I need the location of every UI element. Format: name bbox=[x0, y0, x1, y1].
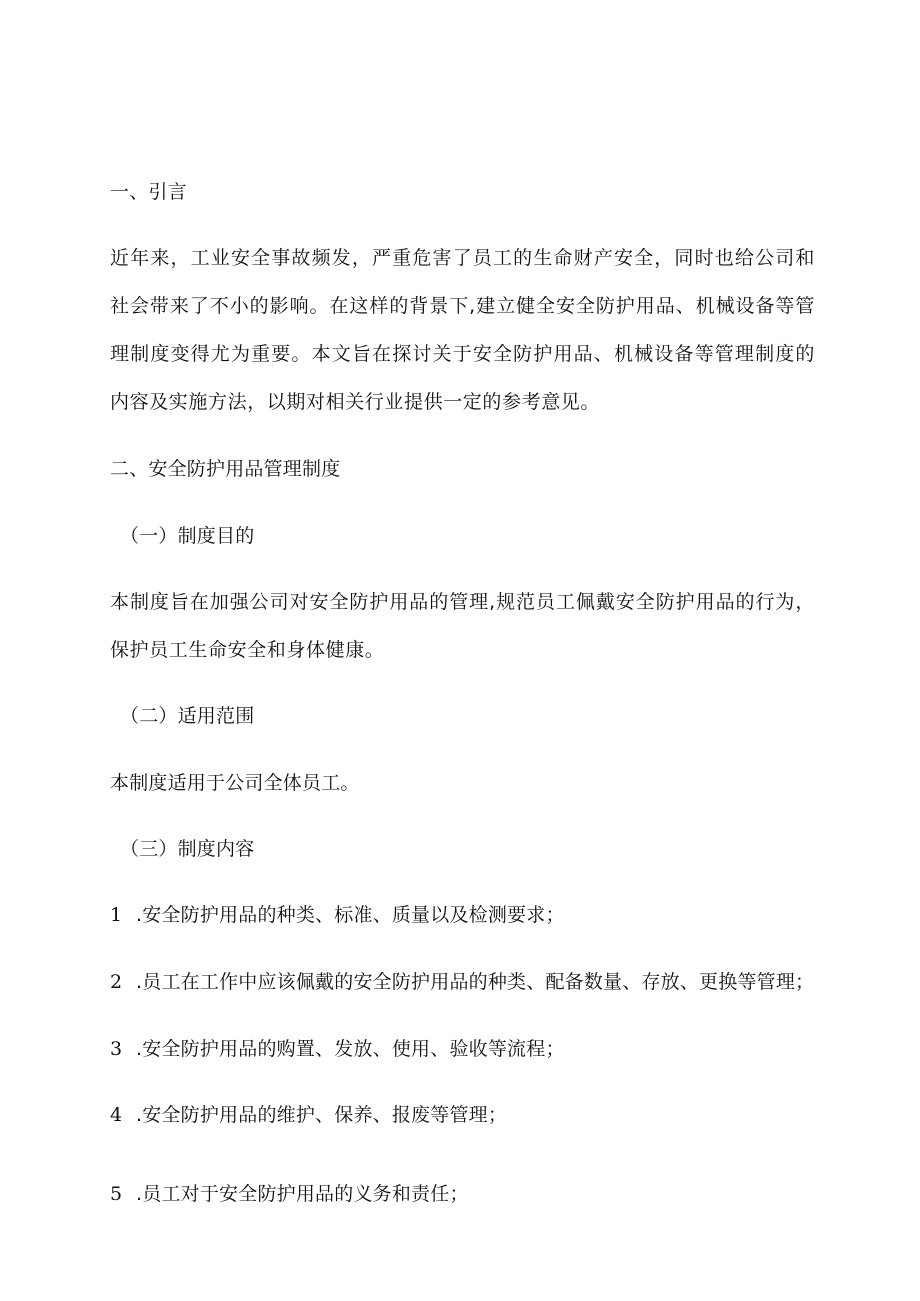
list-item-text: .安全防护用品的购置、发放、使用、验收等流程； bbox=[136, 1038, 565, 1060]
list-item-text: .安全防护用品的种类、标准、质量以及检测要求； bbox=[136, 904, 565, 926]
scope-paragraph: 本制度适用于公司全体员工。 bbox=[110, 772, 360, 794]
list-item bbox=[110, 903, 565, 927]
subsection-heading-purpose: （一）制度目的 bbox=[120, 525, 255, 547]
list-item bbox=[110, 1182, 469, 1206]
list-item-number: 2 bbox=[110, 971, 123, 993]
list-item bbox=[110, 1103, 507, 1127]
section-heading-ppe-management: 二、安全防护用品管理制度 bbox=[110, 458, 341, 480]
list-item-text: .员工对于安全防护用品的义务和责任； bbox=[136, 1183, 469, 1205]
section-heading-introduction: 一、引言 bbox=[110, 181, 187, 203]
list-item bbox=[110, 1037, 565, 1061]
list-item-text: .员工在工作中应该佩戴的安全防护用品的种类、配备数量、存放、更换等管理； bbox=[136, 971, 815, 993]
purpose-paragraph: 本制度旨在加强公司对安全防护用品的管理,规范员工佩戴安全防护用品的行为，保护员工生命安全和身体健康。 bbox=[110, 591, 815, 661]
subsection-heading-content: （三）制度内容 bbox=[120, 838, 255, 860]
list-item bbox=[110, 970, 814, 994]
list-item-number: 3 bbox=[110, 1038, 123, 1060]
list-item-number: 5 bbox=[110, 1183, 123, 1205]
list-item-number: 4 bbox=[110, 1104, 123, 1126]
list-item-number: 1 bbox=[110, 904, 123, 926]
subsection-heading-scope: （二）适用范围 bbox=[120, 705, 255, 727]
introduction-paragraph: 近年来，工业安全事故频发，严重危害了员工的生命财产安全，同时也给公司和社会带来了不小的影响。在这样的背景下,建立健全安全防护用品、机械设备等管理制度变得尤为重要。本文旨在探讨关于安全防护用品、机械设备等管理制度的内容及实施方法，以期对相关行业提供一定的参考意见。 bbox=[110, 247, 815, 413]
list-item-text: .安全防护用品的维护、保养、报废等管理； bbox=[136, 1104, 508, 1126]
